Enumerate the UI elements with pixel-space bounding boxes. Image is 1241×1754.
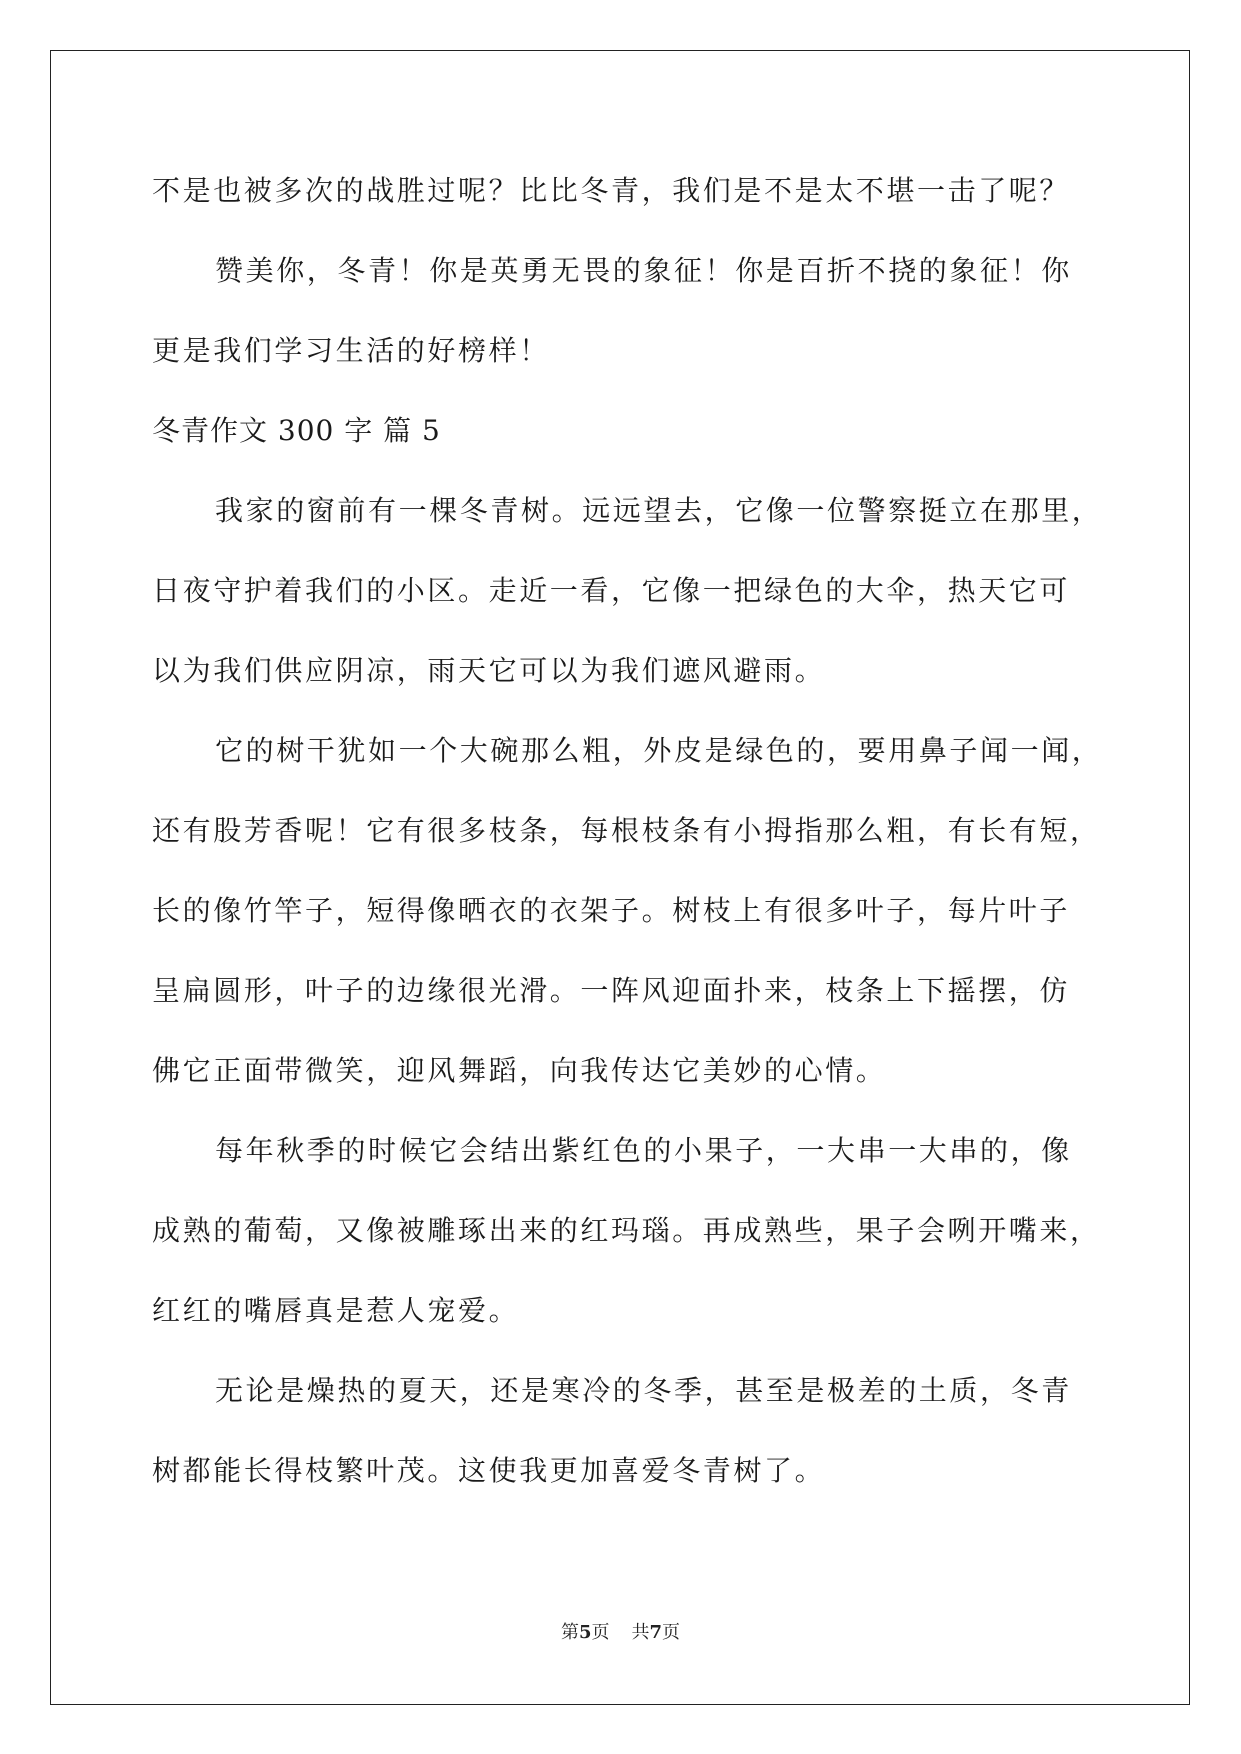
text-line: 不是也被多次的战胜过呢？比比冬青，我们是不是太不堪一击了呢？ — [152, 174, 1071, 207]
page-prefix: 第 — [560, 1622, 579, 1643]
total-unit: 页 — [662, 1622, 681, 1643]
page-unit: 页 — [591, 1622, 610, 1643]
text-line: 日夜守护着我们的小区。走近一看，它像一把绿色的大伞，热天它可 — [152, 574, 1071, 607]
total-prefix: 共 — [631, 1622, 650, 1643]
page-current: 5 — [578, 1622, 592, 1643]
text-line: 赞美你，冬青！你是英勇无畏的象征！你是百折不挠的象征！你 — [215, 254, 1072, 287]
text-line: 以为我们供应阴凉，雨天它可以为我们遮风避雨。 — [152, 654, 826, 687]
text-line: 成熟的葡萄，又像被雕琢出来的红玛瑙。再成熟些，果子会咧开嘴来， — [152, 1214, 1101, 1247]
text-line: 树都能长得枝繁叶茂。这使我更加喜爱冬青树了。 — [152, 1454, 826, 1487]
page-total: 7 — [649, 1622, 663, 1643]
section-heading: 冬青作文 300 字 篇 5 — [152, 414, 441, 447]
page-footer — [0, 1618, 1241, 1644]
text-line: 我家的窗前有一棵冬青树。远远望去，它像一位警察挺立在那里， — [215, 494, 1103, 527]
text-line: 它的树干犹如一个大碗那么粗，外皮是绿色的，要用鼻子闻一闻， — [215, 734, 1103, 767]
text-line: 更是我们学习生活的好榜样！ — [152, 334, 550, 367]
text-line: 还有股芳香呢！它有很多枝条，每根枝条有小拇指那么粗，有长有短， — [152, 814, 1101, 847]
text-line: 每年秋季的时候它会结出紫红色的小果子，一大串一大串的，像 — [215, 1134, 1072, 1167]
text-line: 红红的嘴唇真是惹人宠爱。 — [152, 1294, 520, 1327]
text-line: 呈扁圆形，叶子的边缘很光滑。一阵风迎面扑来，枝条上下摇摆，仿 — [152, 974, 1071, 1007]
text-line: 佛它正面带微笑，迎风舞蹈，向我传达它美妙的心情。 — [152, 1054, 887, 1087]
text-line: 无论是燥热的夏天，还是寒冷的冬季，甚至是极差的土质，冬青 — [215, 1374, 1072, 1407]
text-line: 长的像竹竿子，短得像晒衣的衣架子。树枝上有很多叶子，每片叶子 — [152, 894, 1071, 927]
